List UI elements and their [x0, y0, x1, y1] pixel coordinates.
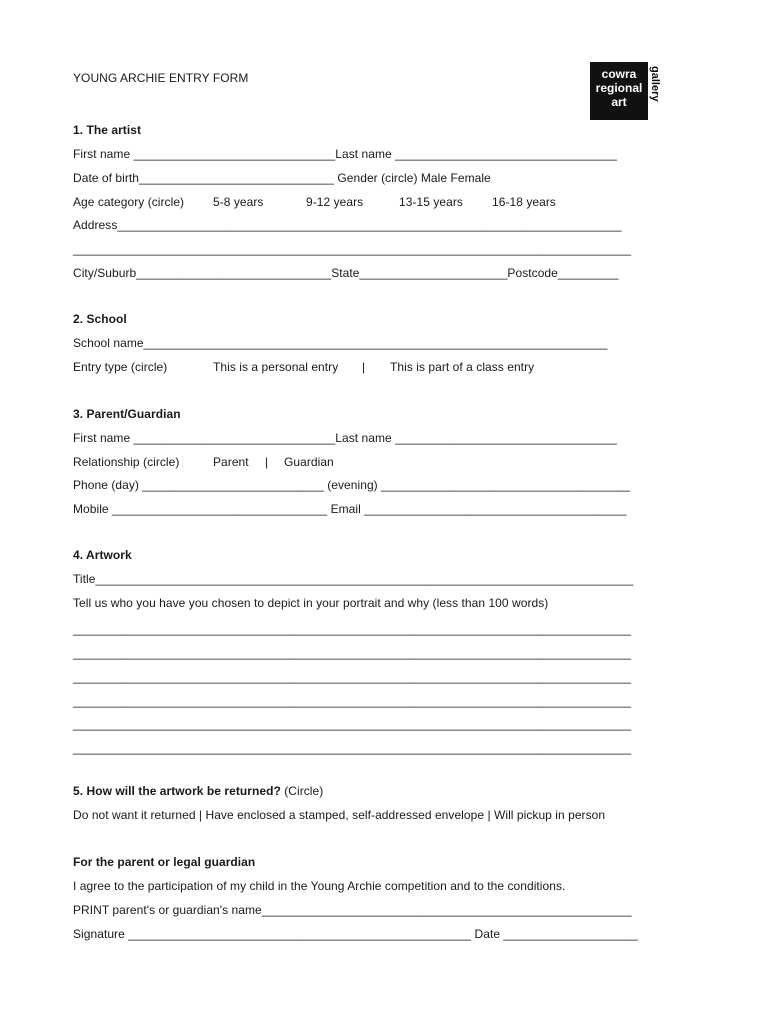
entry-type-separator: | — [362, 360, 366, 374]
relationship-separator: | — [265, 455, 269, 469]
form-title: YOUNG ARCHIE ENTRY FORM — [73, 71, 249, 85]
consent-statement: I agree to the participation of my child in the Young Archie competition and to the conditions. — [73, 879, 566, 893]
address-field[interactable]: Address___________________________________________________________________________ — [73, 218, 622, 232]
mobile-email-field[interactable]: Mobile ________________________________ Email _______________________________________ — [73, 502, 627, 516]
description-line[interactable]: ___________________________________________________________________________________ — [73, 694, 632, 708]
phone-field[interactable]: Phone (day) ___________________________ (evening) _____________________________________ — [73, 478, 630, 492]
signature-date-field[interactable]: Signature ___________________________________________________ Date ____________________ — [73, 927, 638, 941]
relationship-guardian[interactable]: Guardian — [284, 455, 334, 469]
artist-dob-gender-field[interactable]: Date of birth_____________________________ Gender (circle) Male Female — [73, 171, 491, 185]
age-option-16-18[interactable]: 16-18 years — [492, 195, 556, 209]
description-line[interactable]: ___________________________________________________________________________________ — [73, 622, 632, 636]
section-1-heading: 1. The artist — [73, 123, 142, 137]
entry-type-class[interactable]: This is part of a class entry — [390, 360, 535, 374]
description-line[interactable]: ___________________________________________________________________________________ — [73, 646, 632, 660]
section-2-heading: 2. School — [73, 312, 127, 326]
logo-word-3: art — [611, 95, 627, 109]
description-line[interactable]: ___________________________________________________________________________________ — [73, 670, 632, 684]
return-options[interactable]: Do not want it returned | Have enclosed a stamped, self-addressed envelope | Will pickup in person — [73, 808, 606, 822]
entry-type-label: Entry type (circle) — [73, 360, 168, 374]
description-line[interactable]: ___________________________________________________________________________________ — [73, 717, 632, 731]
address-field-line-2[interactable]: ___________________________________________________________________________________ — [73, 242, 632, 256]
relationship-label: Relationship (circle) — [73, 455, 180, 469]
age-option-5-8[interactable]: 5-8 years — [213, 195, 264, 209]
gallery-logo — [590, 62, 662, 120]
description-line[interactable]: ___________________________________________________________________________________ — [73, 741, 632, 755]
relationship-parent[interactable]: Parent — [213, 455, 249, 469]
logo-word-1: cowra — [601, 67, 637, 81]
section-5-heading-row — [73, 784, 323, 798]
artist-name-field[interactable]: First name ______________________________Last name _________________________________ — [73, 147, 618, 161]
section-3-heading: 3. Parent/Guardian — [73, 407, 181, 421]
logo-word-2: regional — [595, 81, 643, 95]
guardian-print-name-field[interactable]: PRINT parent's or guardian's name_______________________________________________________ — [73, 903, 632, 917]
age-category-label: Age category (circle) — [73, 195, 185, 209]
section-4-heading: 4. Artwork — [73, 548, 132, 562]
entry-type-personal[interactable]: This is a personal entry — [213, 360, 339, 374]
consent-heading: For the parent or legal guardian — [73, 855, 256, 869]
school-name-field[interactable]: School name_____________________________________________________________________ — [73, 336, 608, 350]
section-5-heading: 5. How will the artwork be returned? — [73, 784, 281, 798]
artwork-title-field[interactable]: Title________________________________________________________________________________ — [73, 572, 634, 586]
logo-word-4: gallery — [649, 66, 661, 102]
section-5-note: (Circle) — [280, 784, 324, 798]
age-option-13-15[interactable]: 13-15 years — [399, 195, 463, 209]
city-state-postcode-field[interactable]: City/Suburb_____________________________State______________________Postcode_________ — [73, 266, 619, 280]
portrait-prompt: Tell us who you have you chosen to depict in your portrait and why (less than 100 words) — [73, 596, 549, 610]
age-option-9-12[interactable]: 9-12 years — [306, 195, 364, 209]
guardian-name-field[interactable]: First name ______________________________Last name _________________________________ — [73, 431, 618, 445]
